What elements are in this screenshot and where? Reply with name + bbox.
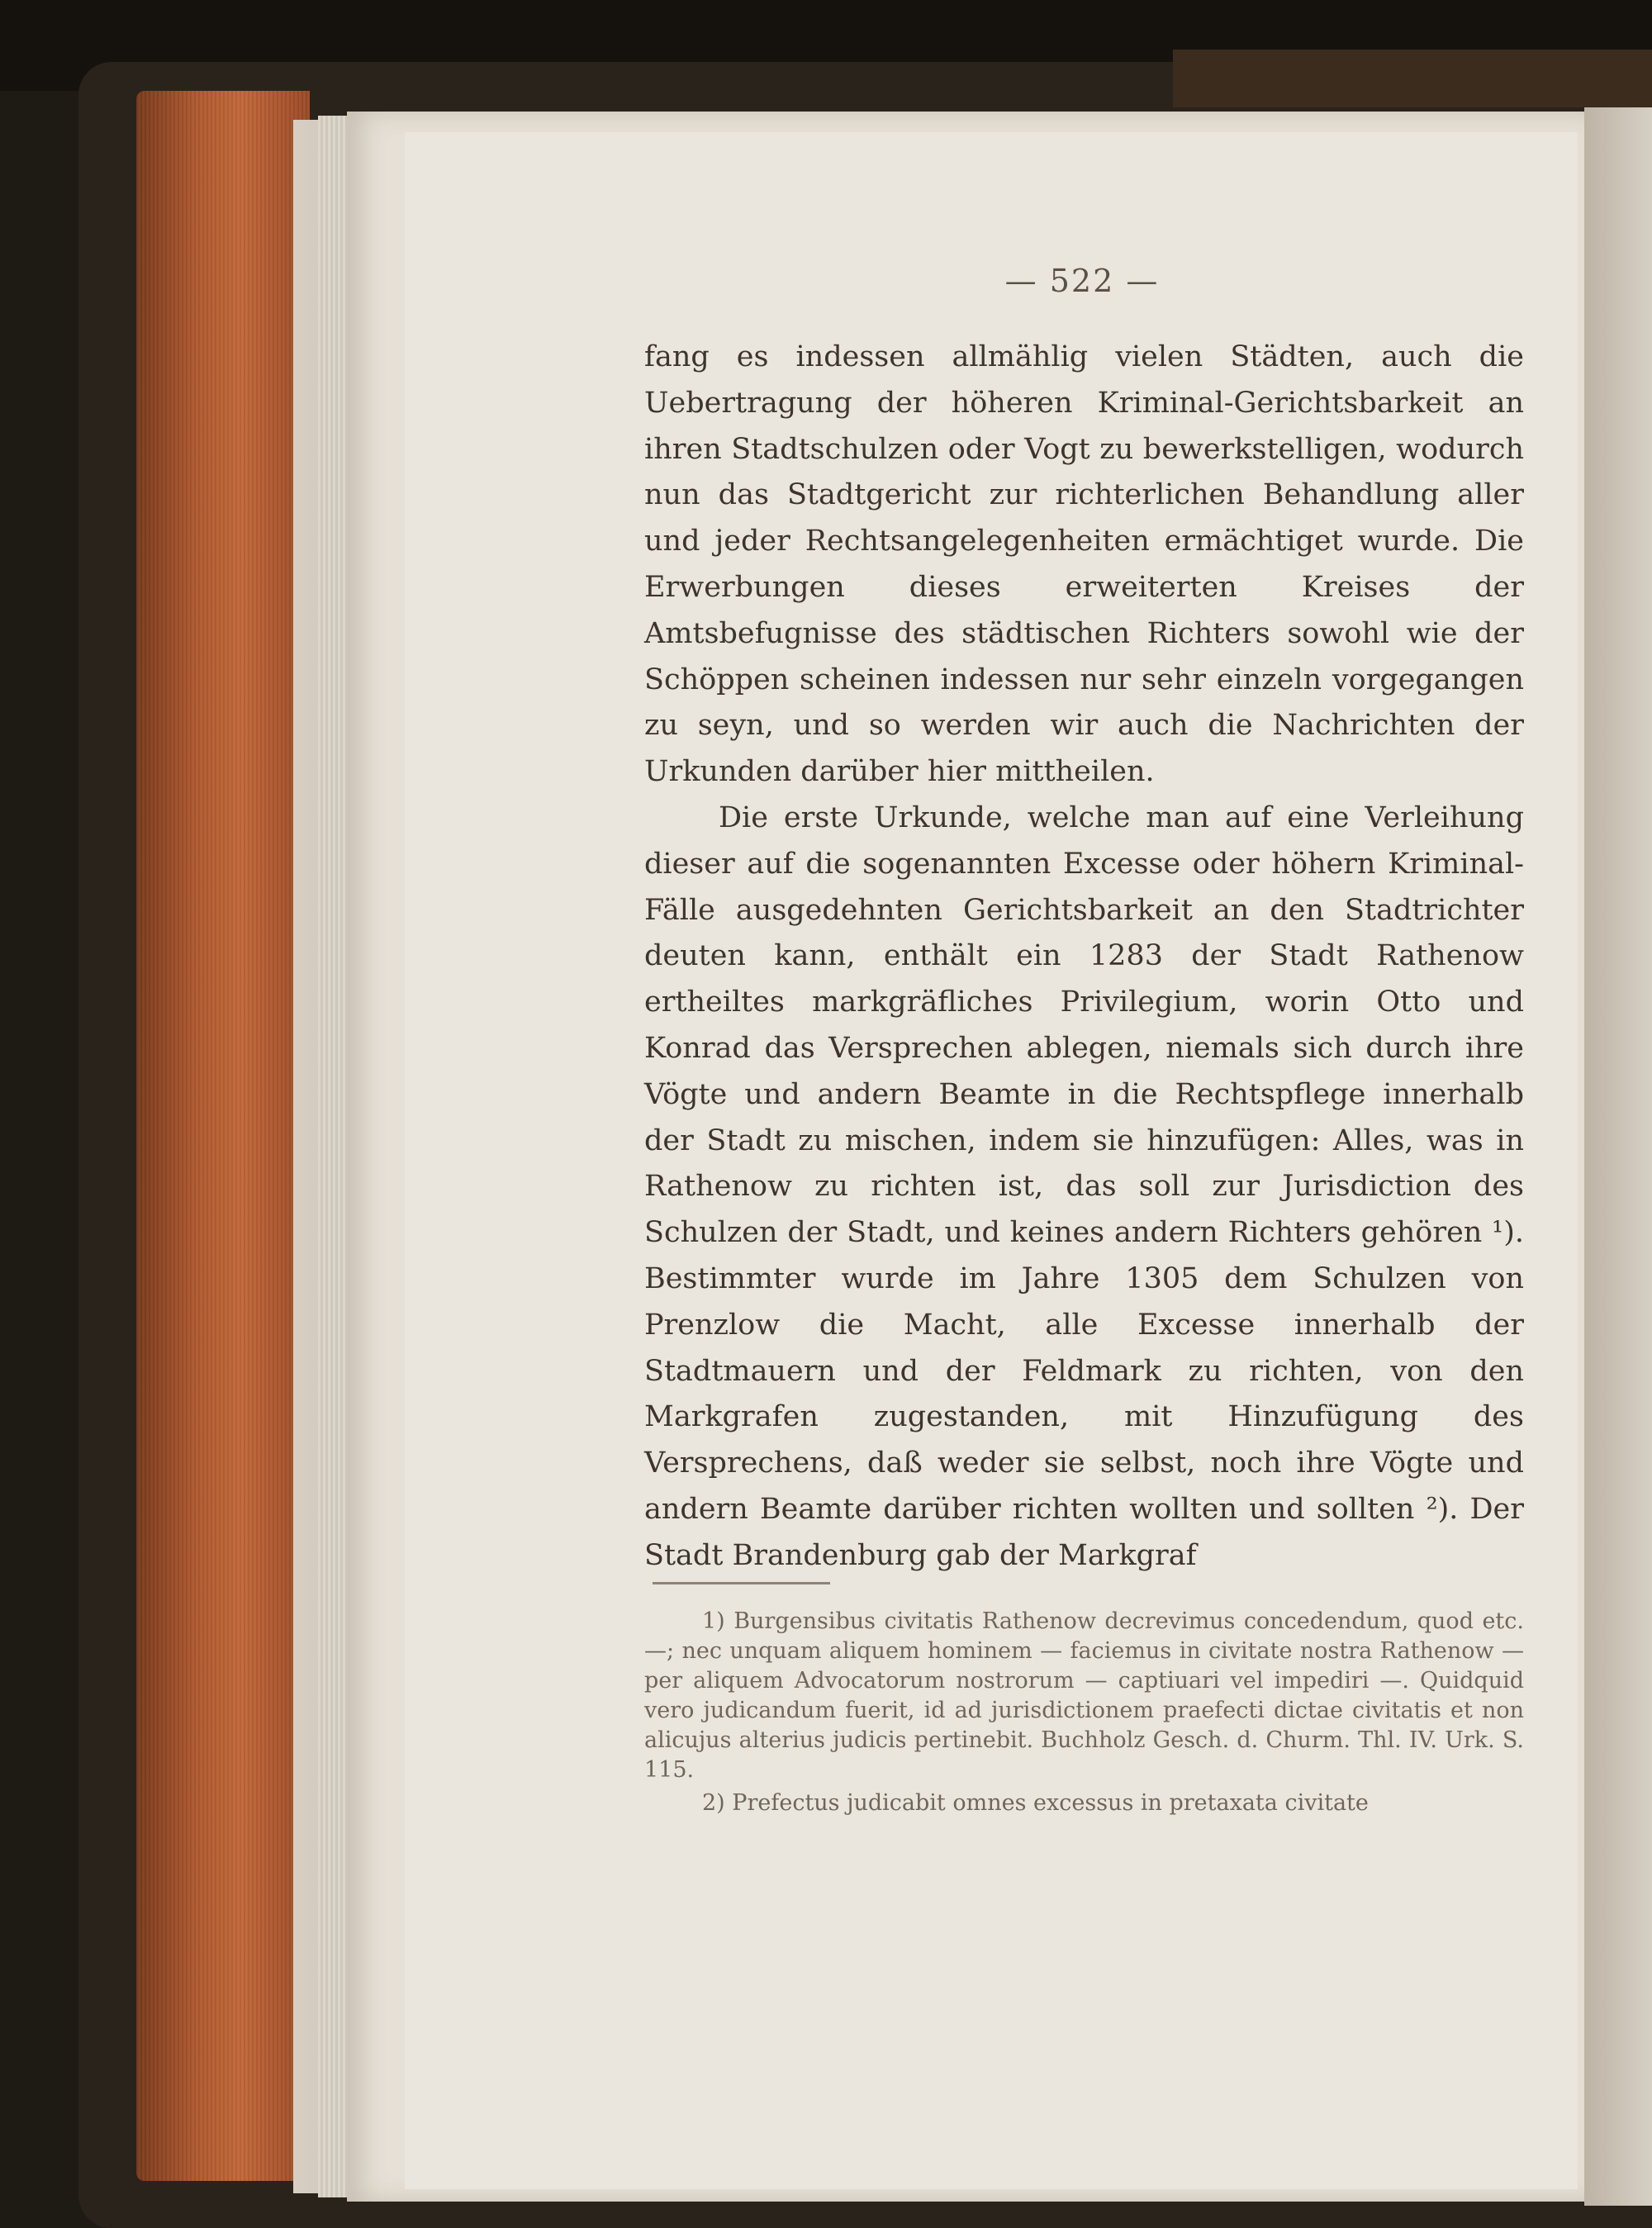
footnote-2: 2) Prefectus judicabit omnes excessus in pretaxata civitate (702, 1790, 1369, 1816)
footnotes (644, 1607, 1524, 1822)
cover-spine-edge (1173, 50, 1652, 107)
footnote-separator (653, 1582, 830, 1584)
paragraph-1: fang es indessen allmählig vielen Städten, auch die Uebertragung der höheren Kriminal-Gerichtsbarkeit an ihren Stadtschulzen oder Vogt zu bewerkstelligen, wodurch nun das Stadtgericht zur richterlichen Behandlung aller und jeder Rechtsangelegenheiten ermächtiget wurde. Die Erwerbungen dieses erweiterten Kreises der Amtsbefugnisse des städtischen Richters sowohl wie der Schöppen scheinen indessen nur sehr einzeln vorgegangen zu seyn, und so werden wir auch die Nachrichten der Urkunden darüber hier mittheilen. (644, 340, 1524, 789)
page-number: — 522 — (1004, 263, 1160, 299)
body-text (644, 335, 1524, 1580)
paragraph-2: Die erste Urkunde, welche man auf eine Verleihung dieser auf die sogenannten Excesse oder höhern Kriminal-Fälle ausgedehnten Gerichtsbarkeit an den Stadtrichter deuten kann, enthält ein 1283 der Stadt Rathenow ertheiltes markgräfliches Privilegium, worin Otto und Konrad das Versprechen ablegen, niemals sich durch ihre Vögte und andern Beamte in die Rechtspflege innerhalb der Stadt zu mischen, indem sie hinzufügen: Alles, was in Rathenow zu richten ist, das soll zur Jurisdiction des Schulzen der Stadt, und keines andern Richters gehören ¹). Bestimmter wurde im Jahre 1305 dem Schulzen von Prenzlow die Macht, alle Excesse innerhalb der Stadtmauern und der Feldmark zu richten, von den Markgrafen zugestanden, mit Hinzufügung des Versprechens, daß weder sie selbst, noch ihre Vögte und andern Beamte darüber richten wollten und sollten ²). Der Stadt Brandenburg gab der Markgraf (644, 800, 1524, 1572)
page-fore-edge-texture (136, 91, 310, 2181)
facing-page-edge (1584, 107, 1652, 2206)
footnote-1: 1) Burgensibus civitatis Rathenow decrevimus concedendum, quod etc. —; nec unquam aliquem hominem — faciemus in civitate nostra Rathenow — per aliquem Advocatorum nostrorum — captiuari vel impediri —. Quidquid vero judicandum fuerit, id ad jurisdictionem praefecti dictae civitatis et non alicujus alterius judicis pertinebit. Buchholz Gesch. d. Churm. Thl. IV. Urk. S. 115. (644, 1608, 1524, 1783)
